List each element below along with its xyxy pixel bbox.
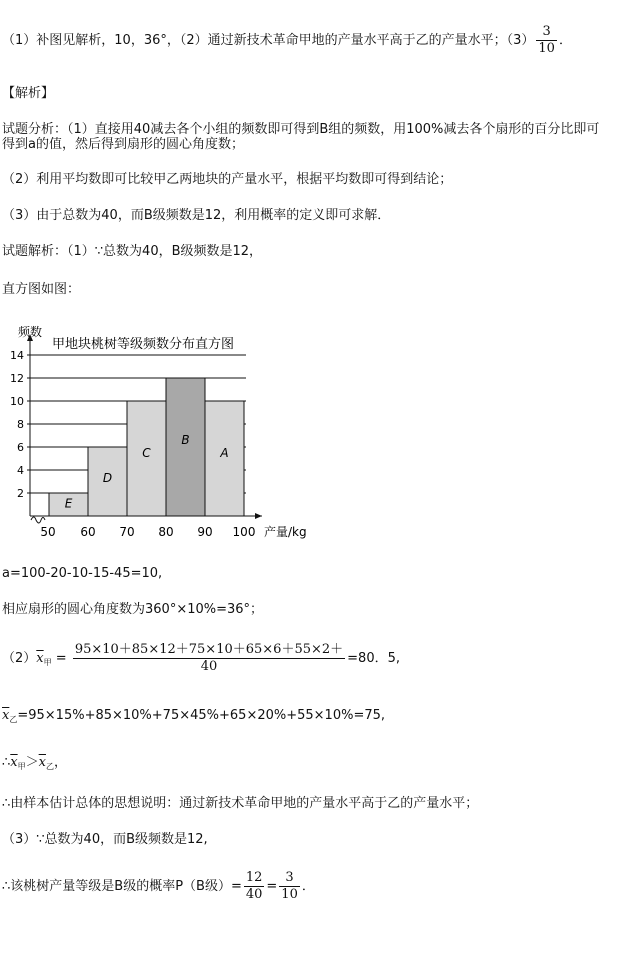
xbar-yi-symbol: $\overline{x}$ [2,708,10,723]
xbar-jia-cmp: $\overline{x}$ [10,755,18,770]
x-axis-arrow [255,513,262,519]
solution-line-1: 试题解析：（1）∵总数为40，B级频数是12， [2,244,263,259]
conclusion-line: ∴由样本估计总体的思想说明：通过新技术革命甲地的产量水平高于乙的产量水平； [2,796,479,811]
axis-break-mark [31,517,45,523]
analysis-line-1b: 得到a的值，然后得到扇形的圆心角度数； [2,137,244,152]
y-tick-label: 6 [17,441,24,454]
analysis-line-2: （2）利用平均数即可比较甲乙两地块的产量水平，根据平均数即可得到结论； [2,172,453,187]
sub-yi: 乙 [9,715,18,724]
chart-layer [10,324,307,539]
y-tick-label: 10 [10,395,24,408]
y-tick-label: 8 [17,418,24,431]
xbar-yi-cmp: $\overline{x}$ [38,755,46,770]
x-tick-label: 90 [197,525,213,539]
mean-jia-line [2,642,400,675]
x-axis-label: 产量/kg [264,525,307,539]
y-tick-label: 2 [17,487,24,500]
greater-than: ＞ [25,755,39,770]
x-tick-label: 50 [40,525,56,539]
prob-den-2: 10 [281,887,298,902]
prob-fraction-1 [244,870,265,903]
bar-label: B [181,433,190,448]
x-tick-label: 60 [80,525,96,539]
answer-text: （1）补图见解析，10，36°，（2）通过新技术革命甲地的产量水平高于乙的产量水平；（3） [2,33,535,48]
histogram-chart [0,322,320,546]
x-tick-label: 100 [232,525,256,539]
y-tick-label: 12 [10,372,24,385]
x-tick-label: 80 [158,525,174,539]
probability-line [2,870,315,903]
part3-line: （3）∵总数为40，而B级频数是12, [2,832,208,847]
answer-fraction [536,24,557,57]
answer-line [2,24,572,57]
y-tick-label: 4 [17,464,24,477]
analysis-heading: 【解析】 [2,86,55,101]
prob-num-2: 3 [279,870,300,887]
x-tick-label: 70 [119,525,135,539]
mean-jia-den: 40 [200,659,218,674]
angle-line: 相应扇形的圆心角度数为360°×10%=36°； [2,602,264,617]
prob-num-1: 12 [245,870,263,885]
bar-label: A [220,445,229,460]
mean-jia-fraction [73,642,345,675]
prob-prefix: ∴该桃树产量等级是B级的概率P（B级）= [2,879,242,894]
bar-label: C [142,445,151,460]
sub-yi-cmp: 乙 [45,762,54,771]
bar-label: D [102,471,113,486]
analysis-line-1: 试题分析：（1）直接用40减去各个小组的频数即可得到B组的频数，用100%减去各个扇形的百分比即可 [2,122,600,137]
comparison-comma: ， [53,755,67,770]
y-axis-label: 频数 [18,325,43,339]
comparison-line [2,755,67,775]
answer-frac-num: 3 [536,24,557,41]
part2-prefix: （2） [2,651,37,666]
analysis-line-3: （3）由于总数为40，而B级频数是12，利用概率的定义即可求解． [2,208,391,223]
eq-sign: = [55,651,67,666]
mean-jia-num: 95×10＋85×12＋75×10＋65×6＋55×2＋ [74,642,344,657]
prob-fraction-2 [279,870,300,903]
prob-end: ． [301,879,315,894]
mean-yi-eq: =95×15%+85×10%+75×45%+65×20%+55×10%=75, [17,708,386,723]
solution-line-2: 直方图如图： [2,282,81,297]
bar-label: E [64,496,73,511]
chart-title: 甲地块桃树等级频数分布直方图 [52,337,235,352]
mean-yi-line [2,708,385,728]
y-tick-label: 14 [10,349,24,362]
prob-den-1: 40 [245,887,263,902]
therefore-symbol: ∴ [2,755,11,770]
answer-frac-den: 10 [538,41,555,56]
prob-eq: = [266,879,278,894]
xbar-jia-symbol: $\overline{x}$ [36,651,44,666]
sub-jia-cmp: 甲 [17,762,26,771]
mean-jia-result: =80．5, [347,651,400,666]
sub-jia: 甲 [43,658,52,667]
a-equation: a=100-20-10-15-45=10, [2,566,163,581]
answer-end: ． [558,33,572,48]
